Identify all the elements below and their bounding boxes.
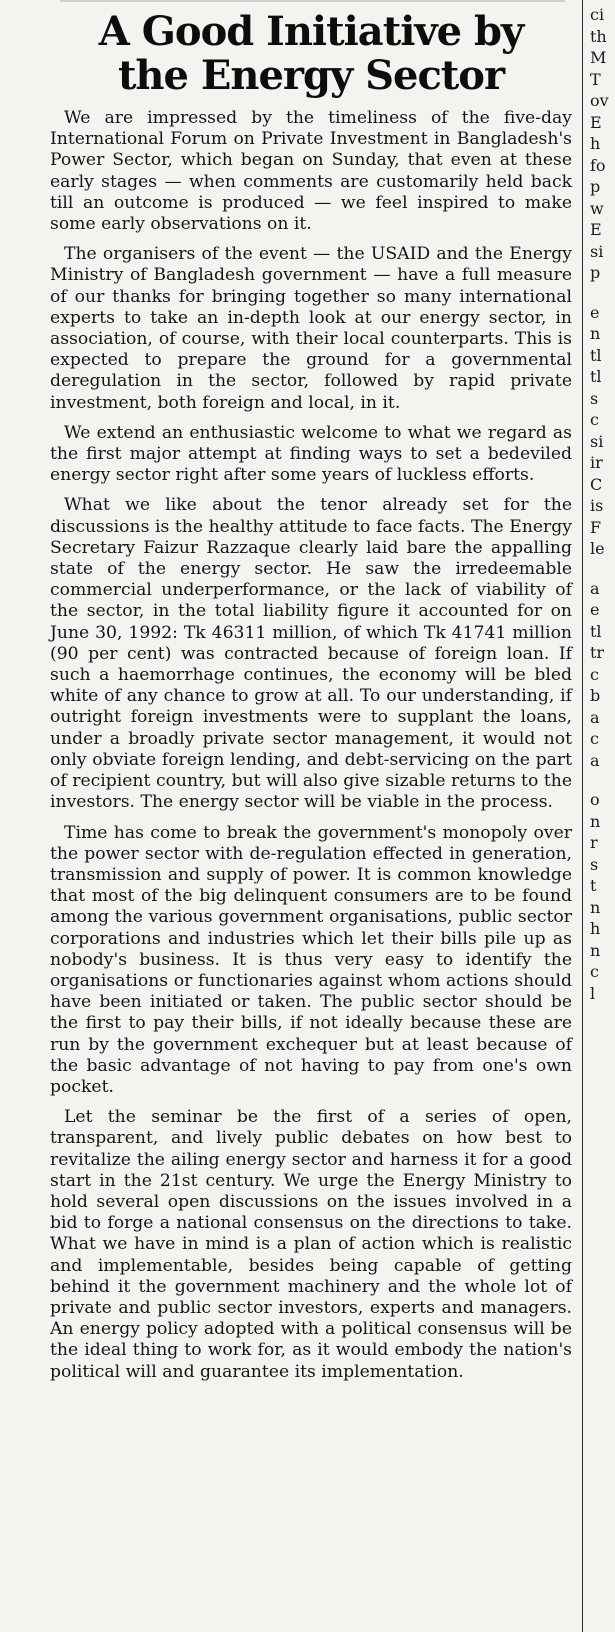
headline-line-1: A Good Initiative by [98, 8, 524, 55]
top-rule [60, 0, 565, 2]
column-fragment-text: h [590, 134, 601, 153]
column-fragment-text: T [590, 69, 601, 89]
column-fragment-text: E [590, 112, 602, 132]
column-fragment-text: tr [590, 643, 605, 662]
paragraph: Time has come to break the government's monopoly over the power sector with de-regulation effected in generation, transmission and supply of power. It is common knowledge that most of the big delinquent consumers are to be found among the various government organisations, public sector corporations and industries which let their bills pile up as nobody's business. It is thus very easy to identify the organisations or functionaries against whom actions should have been initiated or taken. The public sector should be the first to pay their bills, if not ideally because these are run by the government exchequer but at least because of the basic advantage of not having to pay from one's own pocket. [50, 822, 572, 1097]
column-fragment-text: si [590, 431, 604, 451]
column-fragment-text: a [590, 578, 600, 598]
column-fragment-text: e [590, 302, 600, 322]
column-fragment-text: s [590, 388, 599, 408]
column-fragment-text: E [590, 220, 602, 239]
paragraph: We are impressed by the timeliness of the five-day International Forum on Private Investment in Bangladesh's Power Sector, which began on Sunday, that even at these early stages — when comments are customarily held back till an outcome is produced — we feel inspired to make some early observations on it. [50, 108, 572, 235]
column-fragment-text: p [590, 177, 601, 196]
column-fragment-text: si [590, 241, 604, 261]
fragment-block [590, 578, 615, 772]
column-fragment-text: r [590, 833, 598, 852]
headline-line-2: the Energy Sector [117, 52, 505, 99]
column-fragment-text: M [590, 48, 607, 67]
fragment-block [590, 302, 615, 560]
column-fragment-text: is [590, 496, 604, 515]
column-fragment-text: l [590, 983, 596, 1003]
fragment-block [590, 789, 615, 1004]
column-fragment-text: b [590, 686, 601, 705]
column-fragment-text: p [590, 263, 601, 282]
column-fragment-text: fo [590, 155, 606, 175]
paragraph: Let the seminar be the first of a series of open, transparent, and lively public debates on how best to revitalize the ailing energy sector and harness it for a good start in the 21st century. We urge the Energy Ministry to hold several open discussions on the issues involved in a bid to forge a national consensus on the directions to take. What we have in mind is a plan of action which is realistic and implementable, besides being capable of getting behind it the government machinery and the whole lot of private and public sector investors, experts and managers. An energy policy adopted with a political consensus will be the ideal thing to work for, as it would embody the nation's political will and guarantee its implementation. [50, 1107, 572, 1382]
paragraph: The organisers of the event — the USAID and the Energy Ministry of Bangladesh government — have a full measure of our thanks for bringing together so many international experts to take an in-depth look at our energy sector, in association, of course, with their local counterparts. This is expected to prepare the ground for a governmental deregulation in the sector, followed by rapid private investment, both foreign and local, in it. [50, 244, 572, 413]
column-fragment-text: n [590, 324, 601, 343]
fragment-block [590, 4, 615, 284]
paragraph: We extend an enthusiastic welcome to what we regard as the first major attempt at finding ways to set a bedeviled energy sector right after some years of luckless efforts. [50, 422, 572, 486]
column-fragment-text: w [590, 198, 604, 218]
column-fragment-text: n [590, 811, 601, 831]
column-fragment-text: c [590, 962, 599, 981]
column-fragment-text: C [590, 474, 603, 494]
column-fragment-text: tl [590, 621, 602, 641]
editorial-article [50, 10, 572, 1392]
paragraph: What we like about the tenor already set for the discussions is the healthy attitude to face facts. The Energy Secretary Faizur Razzaque clearly laid bare the appalling state of the energy sector. He saw the irredeemable commercial underperformance, or the lack of viability of the sector, in the total liability figure it accounted for on June 30, 1992: Tk 46311 million, of which Tk 41741 million (90 per cent) was contracted because of foreign loan. If such a haemorrhage continues, the economy will be bled white of any chance to grow at all. To our understanding, if outright foreign investments were to supplant the loans, under a broadly private sector management, it would not only obviate foreign lending, and debt-servicing on the part of recipient country, but will also give sizable returns to the investors. The energy sector will be viable in the process. [50, 495, 572, 813]
column-fragment-text: c [590, 410, 599, 429]
column-fragment-text: n [590, 897, 601, 917]
column-fragment-text: h [590, 919, 601, 938]
column-fragment-text: t [590, 876, 597, 895]
headline [50, 10, 572, 98]
column-divider [582, 0, 583, 1632]
column-fragment-text: o [590, 790, 600, 809]
column-fragment-text: a [590, 707, 600, 727]
column-fragment-text: ci [590, 5, 605, 24]
column-fragment-text: s [590, 854, 599, 874]
adjacent-column-fragment [590, 4, 615, 1004]
column-fragment-text: n [590, 940, 601, 960]
column-fragment-text: tl [590, 345, 602, 365]
column-fragment-text: le [590, 539, 605, 558]
column-fragment-text: e [590, 600, 600, 619]
column-fragment-text: F [590, 517, 602, 537]
column-fragment-text: c [590, 664, 599, 684]
column-fragment-text: tl [590, 367, 602, 386]
column-fragment-text: ov [590, 91, 609, 110]
column-fragment-text: a [590, 750, 600, 770]
column-fragment-text: c [590, 729, 599, 748]
column-fragment-text: ir [590, 453, 603, 472]
column-fragment-text: th [590, 26, 607, 46]
